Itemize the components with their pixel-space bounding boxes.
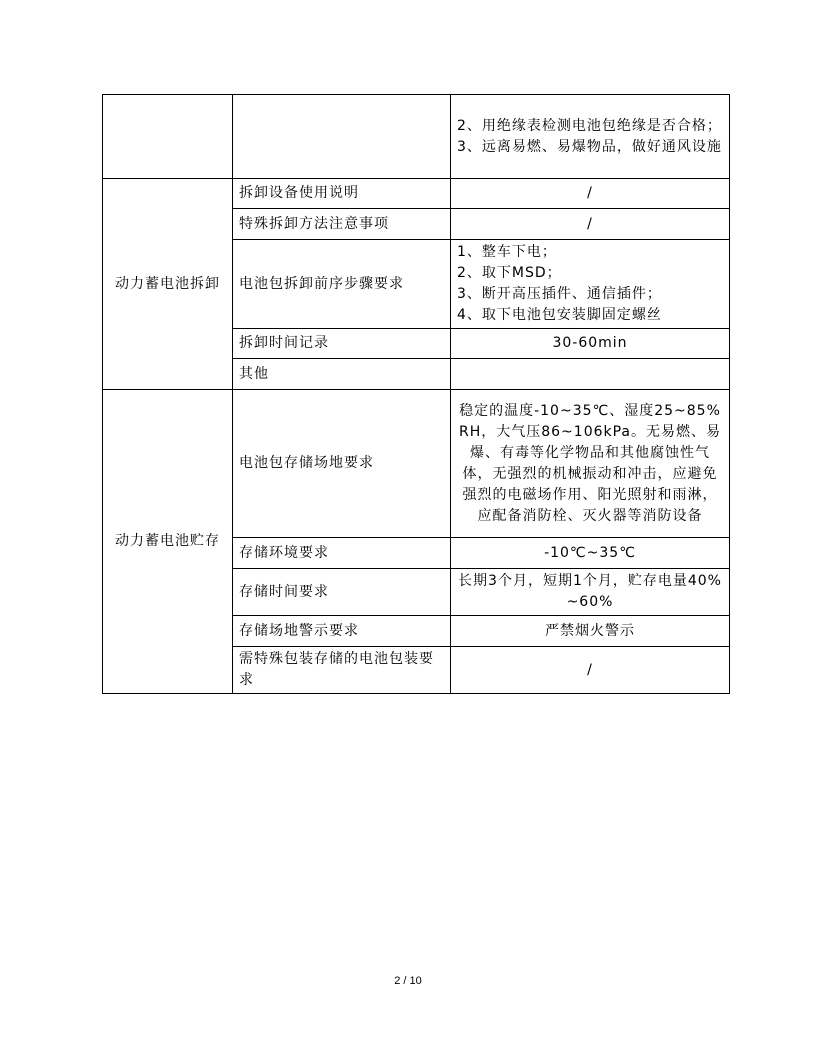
step-line: 2、取下MSD； [457, 265, 562, 281]
item-cell: 特殊拆卸方法注意事项 [233, 209, 451, 240]
item-cell: 拆卸时间记录 [233, 329, 451, 359]
value-cell: 长期3个月，短期1个月，贮存电量40%~60% [451, 569, 730, 616]
category-cell [103, 95, 233, 179]
battery-requirements-table [102, 94, 730, 694]
table-row [103, 95, 730, 179]
item-cell: 需特殊包装存储的电池包装要求 [233, 647, 451, 694]
step-line: 3、断开高压插件、通信插件； [457, 286, 662, 302]
value-cell: / [451, 209, 730, 240]
value-cell: -10℃~35℃ [451, 538, 730, 569]
category-disassembly: 动力蓄电池拆卸 [103, 179, 233, 390]
requirement-line: 3、远离易燃、易爆物品，做好通风设施 [457, 138, 722, 155]
value-cell: 稳定的温度-10~35℃、湿度25~85%RH，大气压86~106kPa。无易燃、易爆、有毒等化学物品和其他腐蚀性气体，无强烈的机械振动和冲击，应避免强烈的电磁场作用、阳光照射和雨淋，应配备消防栓、灭火器等消防设备 [451, 390, 730, 538]
value-cell [451, 240, 730, 329]
item-cell: 其他 [233, 359, 451, 390]
table-row [103, 179, 730, 209]
item-cell: 存储场地警示要求 [233, 616, 451, 647]
requirement-cell [451, 95, 730, 179]
value-cell: / [451, 647, 730, 694]
category-storage: 动力蓄电池贮存 [103, 390, 233, 694]
value-cell: 30-60min [451, 329, 730, 359]
value-cell: / [451, 179, 730, 209]
value-cell [451, 359, 730, 390]
step-line: 4、取下电池包安装脚固定螺丝 [457, 307, 662, 323]
step-line: 1、整车下电； [457, 244, 557, 260]
item-cell [233, 95, 451, 179]
item-cell: 电池包拆卸前序步骤要求 [233, 240, 451, 329]
value-cell: 严禁烟火警示 [451, 616, 730, 647]
page-indicator: 2 / 10 [394, 975, 422, 987]
item-cell: 存储时间要求 [233, 569, 451, 616]
requirement-line: 2、用绝缘表检测电池包绝缘是否合格； [457, 117, 722, 134]
item-cell: 拆卸设备使用说明 [233, 179, 451, 209]
item-cell: 电池包存储场地要求 [233, 390, 451, 538]
table-row [103, 390, 730, 538]
item-cell: 存储环境要求 [233, 538, 451, 569]
